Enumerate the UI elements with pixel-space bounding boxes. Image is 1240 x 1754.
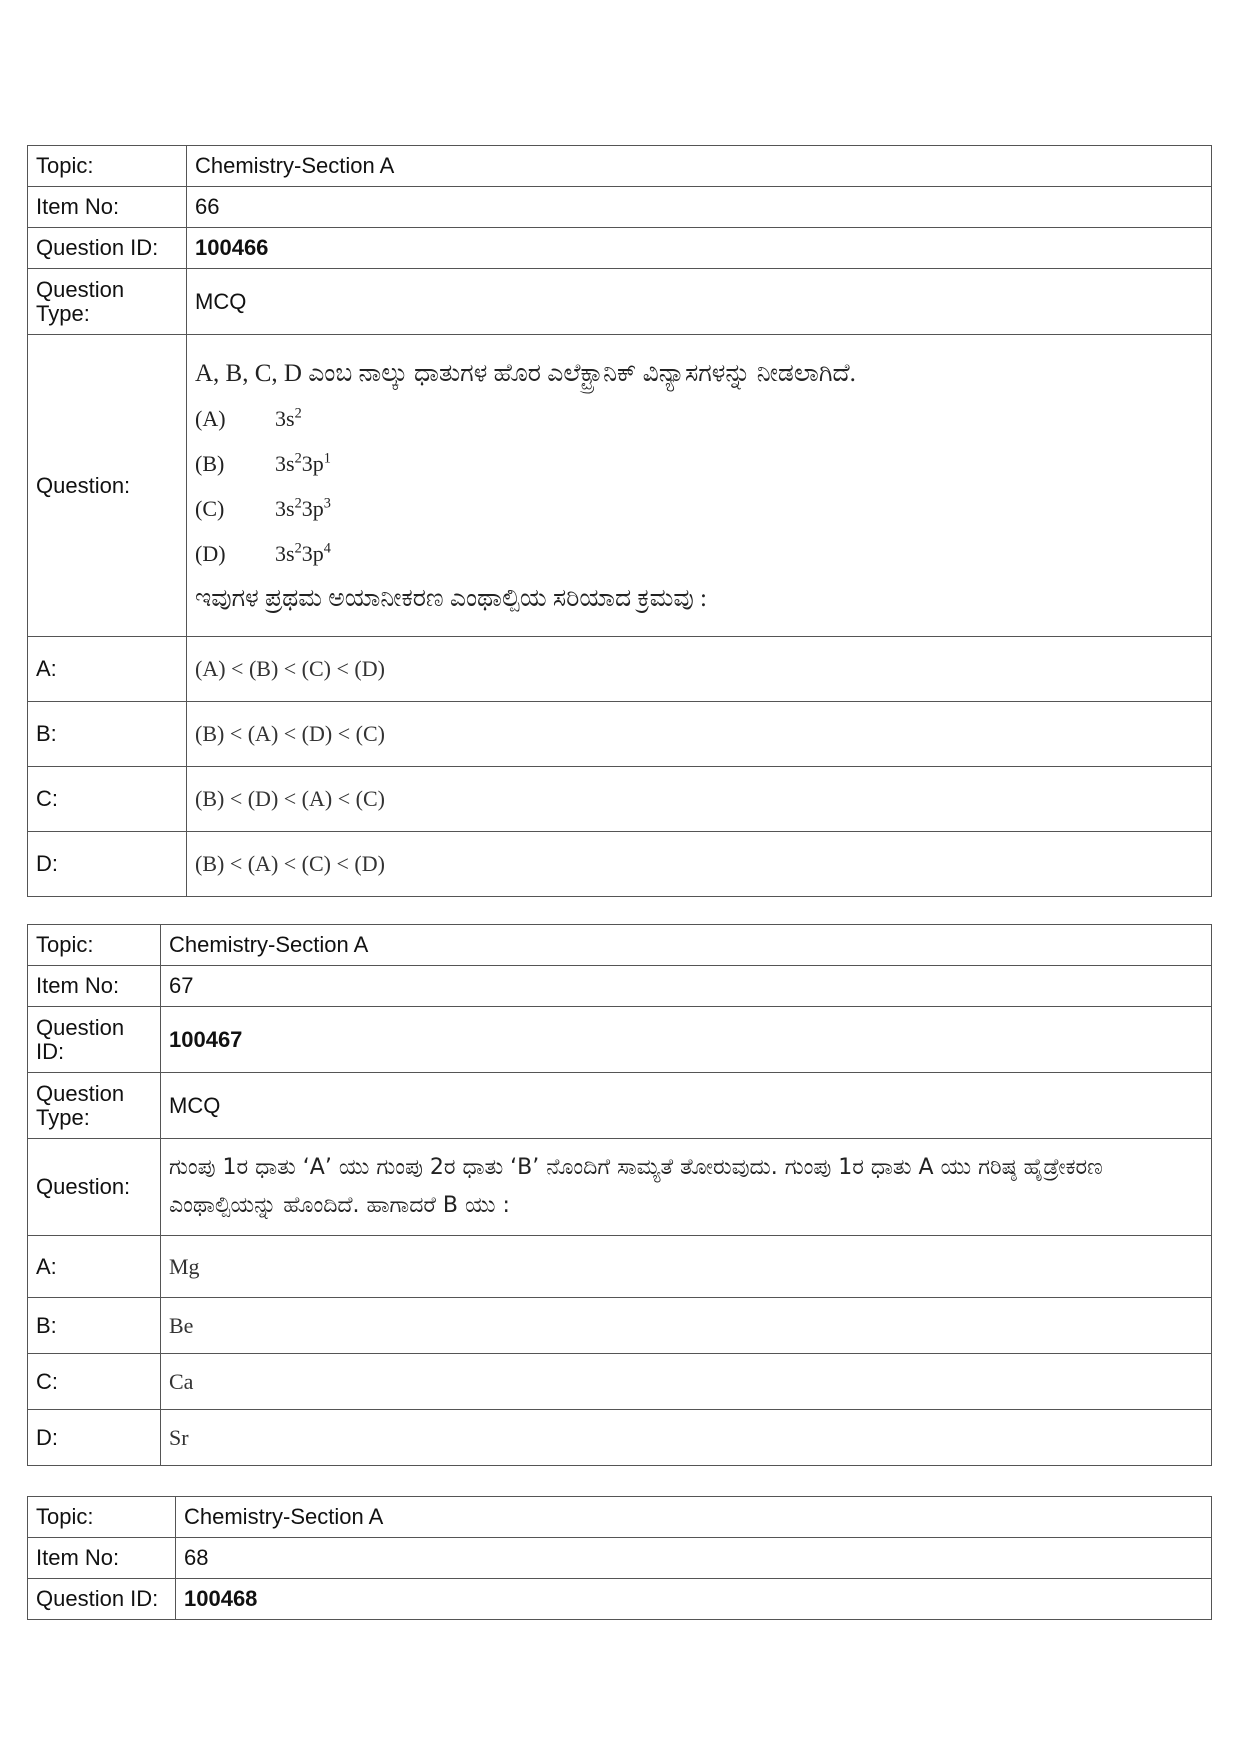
question-id-value: 100468 (176, 1579, 1212, 1620)
question-type-label: Question Type: (28, 1073, 161, 1139)
config-value: $3s^23p^1$ (275, 450, 331, 476)
option-b-text[interactable]: (B) < (A) < (D) < (C) (187, 702, 1212, 767)
question-id-value: 100466 (187, 228, 1212, 269)
option-d-text[interactable]: Sr (161, 1410, 1212, 1466)
option-a-text[interactable]: (A) < (B) < (C) < (D) (187, 637, 1212, 702)
config-row-d (195, 531, 1203, 576)
config-row-c (195, 486, 1203, 531)
option-c-label: C: (28, 767, 187, 832)
config-value: $3s^2$ (275, 405, 302, 431)
question-intro: A, B, C, D ಎಂಬ ನಾಲ್ಕು ಧಾತುಗಳ ಹೊರ ಎಲೆಕ್ಟ್ರಾನಿಕ್ ವಿನ್ಯಾಸಗಳನ್ನು ನೀಡಲಾಗಿದೆ. (195, 359, 856, 387)
config-tag: (A) (195, 405, 226, 431)
config-row-b (195, 441, 1203, 486)
option-b-text[interactable]: Be (161, 1298, 1212, 1354)
question-body (187, 335, 1212, 637)
option-d-label: D: (28, 1410, 161, 1466)
option-c-text[interactable]: (B) < (D) < (A) < (C) (187, 767, 1212, 832)
config-value: $3s^23p^4$ (275, 540, 331, 566)
option-b-label: B: (28, 702, 187, 767)
option-d-label: D: (28, 832, 187, 897)
question-table-67 (27, 924, 1212, 1466)
config-value: $3s^23p^3$ (275, 495, 331, 521)
question-type-value: MCQ (187, 269, 1212, 335)
question-type-value: MCQ (161, 1073, 1212, 1139)
question-id-value: 100467 (161, 1007, 1212, 1073)
config-tag: (C) (195, 495, 225, 521)
item-no-value: 68 (176, 1538, 1212, 1579)
question-label: Question: (28, 1139, 161, 1236)
question-table-68 (27, 1496, 1212, 1620)
question-text: ಗುಂಪು 1ರ ಧಾತು ‘A’ ಯು ಗುಂಪು 2ರ ಧಾತು ‘B’ ನೊಂದಿಗೆ ಸಾಮ್ಯತೆ ತೋರುವುದು. ಗುಂಪು 1ರ ಧಾತು A ಯು ಗರಿಷ್ಠ ಹೈಡ್ರೇಕರಣ ಎಂಥಾಲ್ಪಿಯನ್ನು ಹೊಂದಿದೆ. ಹಾಗಾದರೆ B ಯು : (161, 1139, 1212, 1236)
topic-label: Topic: (28, 1497, 176, 1538)
item-no-label: Item No: (28, 187, 187, 228)
option-d-text[interactable]: (B) < (A) < (C) < (D) (187, 832, 1212, 897)
question-id-label: Question ID: (28, 1007, 161, 1073)
topic-value: Chemistry-Section A (187, 146, 1212, 187)
topic-label: Topic: (28, 146, 187, 187)
option-c-text[interactable]: Ca (161, 1354, 1212, 1410)
option-b-label: B: (28, 1298, 161, 1354)
item-no-value: 67 (161, 966, 1212, 1007)
option-a-label: A: (28, 637, 187, 702)
item-no-label: Item No: (28, 966, 161, 1007)
question-type-label: Question Type: (28, 269, 187, 335)
question-end: ಇವುಗಳ ಪ್ರಥಮ ಅಯಾನೀಕರಣ ಎಂಥಾಲ್ಪಿಯ ಸರಿಯಾದ ಕ್ರಮವು : (195, 584, 707, 612)
option-c-label: C: (28, 1354, 161, 1410)
question-id-label: Question ID: (28, 1579, 176, 1620)
option-a-label: A: (28, 1236, 161, 1298)
item-no-value: 66 (187, 187, 1212, 228)
option-a-text[interactable]: Mg (161, 1236, 1212, 1298)
topic-label: Topic: (28, 925, 161, 966)
topic-value: Chemistry-Section A (161, 925, 1212, 966)
question-id-label: Question ID: (28, 228, 187, 269)
question-label: Question: (28, 335, 187, 637)
config-row-a (195, 396, 1203, 441)
config-tag: (B) (195, 450, 225, 476)
item-no-label: Item No: (28, 1538, 176, 1579)
config-tag: (D) (195, 540, 226, 566)
question-table-66 (27, 145, 1212, 897)
topic-value: Chemistry-Section A (176, 1497, 1212, 1538)
